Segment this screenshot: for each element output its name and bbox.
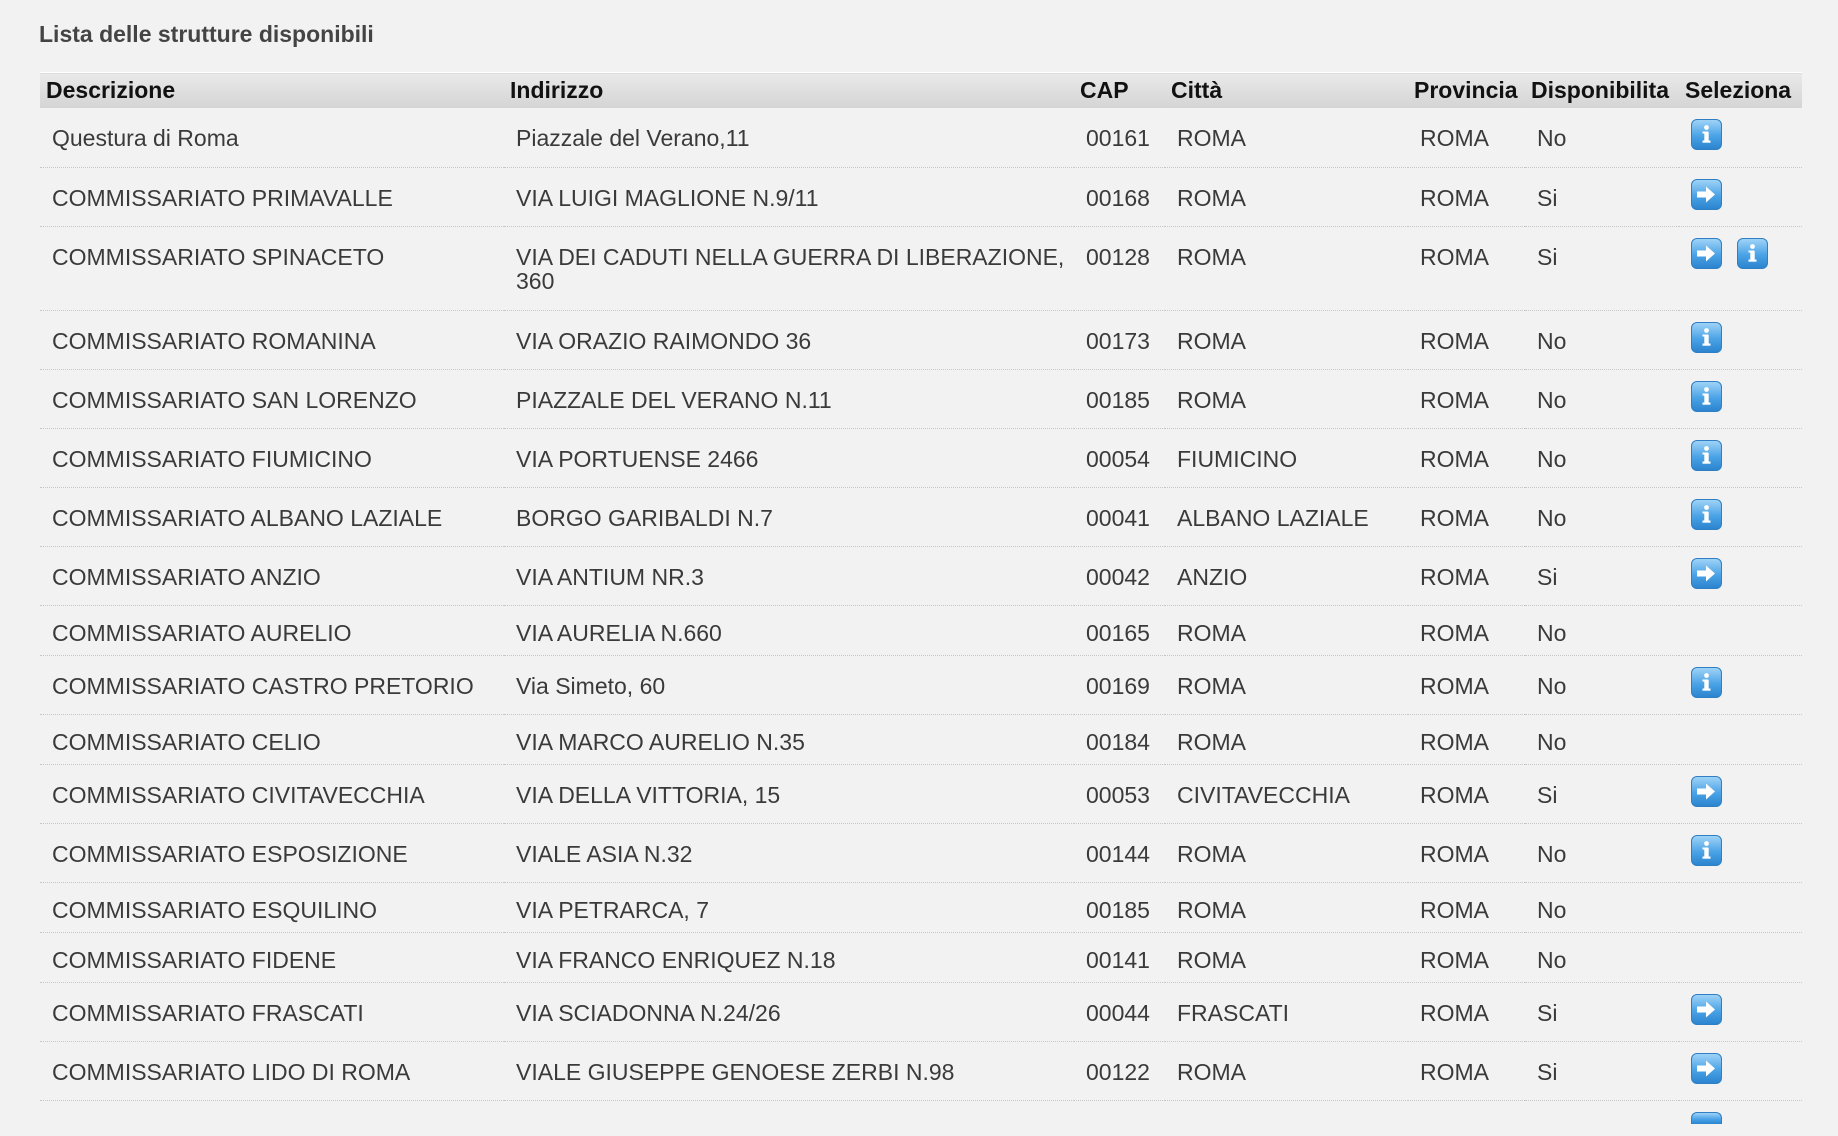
table-row xyxy=(40,605,1802,655)
info-icon[interactable] xyxy=(1691,499,1722,530)
cell-provincia: ROMA xyxy=(1408,605,1525,655)
cell-indirizzo: VIA AURELIA N.660 xyxy=(504,605,1074,655)
cell-seleziona xyxy=(1679,982,1802,1041)
info-icon[interactable] xyxy=(1691,322,1722,353)
cell-disponibilita: No xyxy=(1525,108,1679,167)
cell-disponibilita: No xyxy=(1525,369,1679,428)
cell-cap: 00041 xyxy=(1074,487,1165,546)
header-seleziona: Seleziona xyxy=(1679,73,1802,109)
cell-descrizione: COMMISSARIATO ANZIO xyxy=(40,546,504,605)
info-icon[interactable] xyxy=(1691,835,1722,866)
table-row-partial xyxy=(40,1100,1802,1136)
table-row xyxy=(40,823,1802,882)
cell-cap: 00169 xyxy=(1074,655,1165,714)
cell-descrizione: COMMISSARIATO CELIO xyxy=(40,714,504,764)
cell-citta: ROMA xyxy=(1165,605,1408,655)
header-disponibilita[interactable]: Disponibilita xyxy=(1525,73,1679,109)
cell-descrizione: COMMISSARIATO ESPOSIZIONE xyxy=(40,823,504,882)
cell-cap: 00168 xyxy=(1074,167,1165,226)
header-indirizzo[interactable]: Indirizzo xyxy=(504,73,1074,109)
cell-citta: ROMA xyxy=(1165,226,1408,310)
table-row xyxy=(40,167,1802,226)
cell-disponibilita: Si xyxy=(1525,546,1679,605)
cell-provincia: ROMA xyxy=(1408,310,1525,369)
cell-disponibilita: No xyxy=(1525,487,1679,546)
cell-citta: ROMA xyxy=(1165,823,1408,882)
header-descrizione[interactable]: Descrizione xyxy=(40,73,504,109)
cell-descrizione: COMMISSARIATO FIDENE xyxy=(40,932,504,982)
cell-indirizzo: Via Simeto, 60 xyxy=(504,655,1074,714)
cell-provincia: ROMA xyxy=(1408,369,1525,428)
cell-citta: ROMA xyxy=(1165,310,1408,369)
cell-indirizzo: VIA ORAZIO RAIMONDO 36 xyxy=(504,310,1074,369)
cell-descrizione: COMMISSARIATO ALBANO LAZIALE xyxy=(40,487,504,546)
info-icon[interactable] xyxy=(1737,238,1768,269)
cell-indirizzo: VIALE ASIA N.32 xyxy=(504,823,1074,882)
cell-provincia: ROMA xyxy=(1408,546,1525,605)
cell-cap: 00185 xyxy=(1074,882,1165,932)
header-cap[interactable]: CAP xyxy=(1074,73,1165,109)
table-row xyxy=(40,714,1802,764)
cell-disponibilita: Si xyxy=(1525,167,1679,226)
arrow-right-icon[interactable] xyxy=(1691,994,1722,1025)
cell-empty xyxy=(1165,1100,1408,1136)
cell-cap: 00042 xyxy=(1074,546,1165,605)
cell-citta: ROMA xyxy=(1165,932,1408,982)
cell-cap: 00054 xyxy=(1074,428,1165,487)
cell-provincia: ROMA xyxy=(1408,487,1525,546)
cell-indirizzo: VIA PETRARCA, 7 xyxy=(504,882,1074,932)
table-row xyxy=(40,487,1802,546)
structures-table xyxy=(40,72,1802,1136)
cell-citta: FIUMICINO xyxy=(1165,428,1408,487)
cell-seleziona xyxy=(1679,108,1802,167)
cell-seleziona xyxy=(1679,714,1802,764)
cell-descrizione: COMMISSARIATO SAN LORENZO xyxy=(40,369,504,428)
cell-cap: 00141 xyxy=(1074,932,1165,982)
cell-seleziona xyxy=(1679,1041,1802,1100)
header-row xyxy=(40,73,1802,109)
cell-seleziona xyxy=(1679,428,1802,487)
cell-disponibilita: No xyxy=(1525,655,1679,714)
cell-indirizzo: BORGO GARIBALDI N.7 xyxy=(504,487,1074,546)
cell-indirizzo: VIA DEI CADUTI NELLA GUERRA DI LIBERAZIONE, 360 xyxy=(504,226,1074,310)
cell-disponibilita: Si xyxy=(1525,226,1679,310)
cell-cap: 00128 xyxy=(1074,226,1165,310)
arrow-right-icon[interactable] xyxy=(1691,558,1722,589)
table-row xyxy=(40,982,1802,1041)
cell-citta: ROMA xyxy=(1165,714,1408,764)
cell-citta: ANZIO xyxy=(1165,546,1408,605)
cell-provincia: ROMA xyxy=(1408,226,1525,310)
table-row xyxy=(40,655,1802,714)
cell-descrizione: Questura di Roma xyxy=(40,108,504,167)
cell-citta: ROMA xyxy=(1165,882,1408,932)
cell-provincia: ROMA xyxy=(1408,167,1525,226)
cell-seleziona xyxy=(1679,487,1802,546)
cell-descrizione: COMMISSARIATO LIDO DI ROMA xyxy=(40,1041,504,1100)
cell-indirizzo: VIA FRANCO ENRIQUEZ N.18 xyxy=(504,932,1074,982)
table-row xyxy=(40,226,1802,310)
table-row xyxy=(40,428,1802,487)
cell-citta: ROMA xyxy=(1165,1041,1408,1100)
cell-indirizzo: VIA MARCO AURELIO N.35 xyxy=(504,714,1074,764)
cell-empty xyxy=(1408,1100,1525,1136)
cell-seleziona xyxy=(1679,932,1802,982)
cell-seleziona xyxy=(1679,823,1802,882)
cell-cap: 00122 xyxy=(1074,1041,1165,1100)
cell-seleziona xyxy=(1679,655,1802,714)
info-icon[interactable] xyxy=(1691,667,1722,698)
cell-seleziona xyxy=(1679,310,1802,369)
cell-cap: 00184 xyxy=(1074,714,1165,764)
cell-indirizzo: VIA DELLA VITTORIA, 15 xyxy=(504,764,1074,823)
cell-descrizione: COMMISSARIATO CIVITAVECCHIA xyxy=(40,764,504,823)
cell-descrizione: COMMISSARIATO FRASCATI xyxy=(40,982,504,1041)
cell-indirizzo: VIALE GIUSEPPE GENOESE ZERBI N.98 xyxy=(504,1041,1074,1100)
table-row xyxy=(40,310,1802,369)
arrow-right-icon[interactable] xyxy=(1691,1053,1722,1084)
table-header xyxy=(40,73,1802,109)
cell-disponibilita: No xyxy=(1525,882,1679,932)
cell-provincia: ROMA xyxy=(1408,108,1525,167)
cell-empty xyxy=(1074,1100,1165,1136)
arrow-right-icon[interactable] xyxy=(1691,1112,1722,1124)
cell-provincia: ROMA xyxy=(1408,932,1525,982)
cell-cap: 00144 xyxy=(1074,823,1165,882)
cell-cap: 00173 xyxy=(1074,310,1165,369)
cell-provincia: ROMA xyxy=(1408,764,1525,823)
info-icon[interactable] xyxy=(1691,381,1722,412)
cell-seleziona xyxy=(1679,226,1802,310)
cell-indirizzo: VIA ANTIUM NR.3 xyxy=(504,546,1074,605)
cell-seleziona xyxy=(1679,167,1802,226)
cell-citta: ROMA xyxy=(1165,167,1408,226)
cell-cap: 00165 xyxy=(1074,605,1165,655)
cell-disponibilita: No xyxy=(1525,714,1679,764)
cell-cap: 00185 xyxy=(1074,369,1165,428)
cell-citta: CIVITAVECCHIA xyxy=(1165,764,1408,823)
table-row xyxy=(40,764,1802,823)
cell-indirizzo: VIA LUIGI MAGLIONE N.9/11 xyxy=(504,167,1074,226)
cell-descrizione: COMMISSARIATO ROMANINA xyxy=(40,310,504,369)
cell-descrizione: COMMISSARIATO CASTRO PRETORIO xyxy=(40,655,504,714)
cell-disponibilita: No xyxy=(1525,605,1679,655)
cell-empty xyxy=(1525,1100,1679,1136)
table-row xyxy=(40,932,1802,982)
cell-citta: ROMA xyxy=(1165,655,1408,714)
cell-seleziona xyxy=(1679,605,1802,655)
cell-disponibilita: Si xyxy=(1525,764,1679,823)
cell-provincia: ROMA xyxy=(1408,823,1525,882)
arrow-right-icon[interactable] xyxy=(1691,776,1722,807)
table-body xyxy=(40,108,1802,1136)
info-icon[interactable] xyxy=(1691,440,1722,471)
cell-cap: 00053 xyxy=(1074,764,1165,823)
cell-provincia: ROMA xyxy=(1408,655,1525,714)
cell-provincia: ROMA xyxy=(1408,428,1525,487)
cell-citta: FRASCATI xyxy=(1165,982,1408,1041)
table-row xyxy=(40,1041,1802,1100)
cell-citta: ROMA xyxy=(1165,108,1408,167)
header-provincia[interactable]: Provincia xyxy=(1408,73,1525,109)
cell-seleziona xyxy=(1679,1100,1802,1136)
cell-descrizione: COMMISSARIATO SPINACETO xyxy=(40,226,504,310)
arrow-right-icon[interactable] xyxy=(1691,179,1722,210)
cell-disponibilita: Si xyxy=(1525,1041,1679,1100)
cell-indirizzo: VIA PORTUENSE 2466 xyxy=(504,428,1074,487)
cell-seleziona xyxy=(1679,882,1802,932)
cell-seleziona xyxy=(1679,546,1802,605)
cell-descrizione: COMMISSARIATO PRIMAVALLE xyxy=(40,167,504,226)
cell-empty xyxy=(40,1100,504,1136)
cell-provincia: ROMA xyxy=(1408,1041,1525,1100)
table-row xyxy=(40,546,1802,605)
arrow-right-icon[interactable] xyxy=(1691,238,1722,269)
cell-seleziona xyxy=(1679,369,1802,428)
cell-indirizzo: VIA SCIADONNA N.24/26 xyxy=(504,982,1074,1041)
cell-provincia: ROMA xyxy=(1408,882,1525,932)
cell-disponibilita: No xyxy=(1525,823,1679,882)
page-title: Lista delle strutture disponibili xyxy=(39,21,374,47)
cell-descrizione: COMMISSARIATO FIUMICINO xyxy=(40,428,504,487)
table-row xyxy=(40,369,1802,428)
cell-descrizione: COMMISSARIATO ESQUILINO xyxy=(40,882,504,932)
info-icon[interactable] xyxy=(1691,119,1722,150)
cell-provincia: ROMA xyxy=(1408,982,1525,1041)
cell-seleziona xyxy=(1679,764,1802,823)
cell-descrizione: COMMISSARIATO AURELIO xyxy=(40,605,504,655)
cell-disponibilita: No xyxy=(1525,310,1679,369)
cell-citta: ALBANO LAZIALE xyxy=(1165,487,1408,546)
cell-disponibilita: No xyxy=(1525,932,1679,982)
cell-disponibilita: No xyxy=(1525,428,1679,487)
header-citta[interactable]: Città xyxy=(1165,73,1408,109)
cell-provincia: ROMA xyxy=(1408,714,1525,764)
cell-cap: 00161 xyxy=(1074,108,1165,167)
cell-indirizzo: PIAZZALE DEL VERANO N.11 xyxy=(504,369,1074,428)
cell-empty xyxy=(504,1100,1074,1136)
cell-indirizzo: Piazzale del Verano,11 xyxy=(504,108,1074,167)
table-row xyxy=(40,108,1802,167)
cell-citta: ROMA xyxy=(1165,369,1408,428)
cell-disponibilita: Si xyxy=(1525,982,1679,1041)
cell-cap: 00044 xyxy=(1074,982,1165,1041)
table-row xyxy=(40,882,1802,932)
